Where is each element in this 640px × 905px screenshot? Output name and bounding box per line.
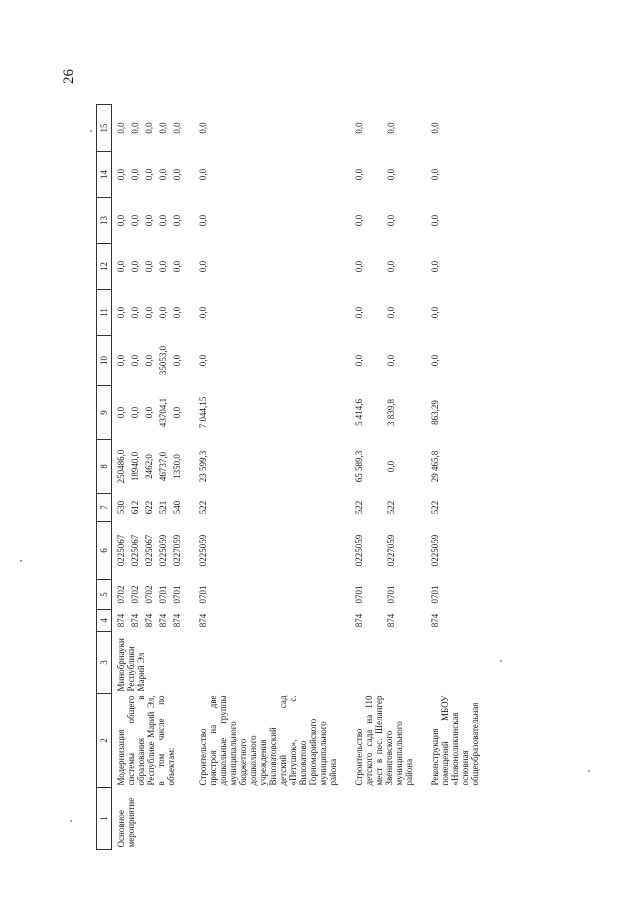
cell-c7: 612 — [130, 500, 140, 515]
cell-c12: 0,0 — [354, 260, 364, 273]
cell-c3: Минобрнауки Республики Марий Эл — [116, 638, 146, 692]
cell-c2: Строительство пристроя на две дошкольные группы муниципального бюджетного дошкольного учреждения Виловатовский детский сад «Петушок», с. Виловатово Горномарийского муниципального района — [198, 695, 338, 786]
cell-c1 — [428, 788, 482, 850]
cell-c1 — [196, 788, 340, 850]
cell-c11: 0,0 — [130, 306, 140, 319]
row-gap — [340, 105, 352, 850]
col-header-15: 15 — [97, 105, 112, 152]
cell-c6: 0225059 — [158, 534, 168, 567]
cell-c3 — [352, 632, 416, 694]
cell-c7: 522 — [386, 500, 396, 515]
col-header-12: 12 — [97, 244, 112, 290]
cell-c10: 0,0 — [386, 354, 396, 367]
cell-c14: 0,0 — [386, 168, 396, 181]
cell-c6: 0227059 — [172, 534, 182, 567]
header-row — [97, 105, 112, 850]
cell-c10: 0,0 — [198, 354, 208, 367]
cell-c8: 46737,0 — [158, 451, 168, 482]
cell-c7: 622 — [144, 500, 154, 515]
cell-c1 — [352, 788, 416, 850]
cell-c8: 65 589,3 — [354, 450, 364, 483]
cell-c8: 18940,0 — [130, 451, 140, 482]
cell-c12: 0,0 — [144, 260, 154, 273]
page-number: 26 — [61, 69, 77, 84]
table-row — [352, 105, 384, 850]
col-header-2: 2 — [97, 694, 112, 788]
cell-c2: Модернизация системы общего образования в Республике Марий Эл, в том числе по объектам: — [116, 695, 176, 786]
cell-c7: 521 — [158, 500, 168, 515]
col-header-3: 3 — [97, 632, 112, 694]
cell-c11: 0,0 — [386, 306, 396, 319]
col-header-10: 10 — [97, 336, 112, 386]
cell-c9: 0,0 — [144, 406, 154, 419]
cell-c14: 0,0 — [430, 168, 440, 181]
cell-c7: 540 — [172, 500, 182, 515]
table-body — [112, 105, 483, 850]
cell-c11: 0,0 — [116, 306, 126, 319]
cell-c6: 0225059 — [198, 534, 208, 567]
cell-c15: 0,0 — [198, 122, 208, 134]
cell-c12: 0,0 — [430, 260, 440, 273]
cell-c8: 250486,0 — [116, 449, 126, 484]
cell-c15: 0,0 — [172, 122, 182, 134]
cell-c2: Реконструкция помещений МБОУ «Новоноликинская основная общеобразовательная — [430, 695, 480, 786]
cell-c4: 874 — [198, 613, 208, 628]
cell-c11: 0,0 — [354, 306, 364, 319]
cell-c9: 0,0 — [116, 406, 126, 419]
cell-c5: 0701 — [198, 585, 208, 604]
cell-c5: 0701 — [430, 585, 440, 604]
cell-c14: 0,0 — [198, 168, 208, 181]
cell-c5: 0702 — [130, 585, 140, 604]
cell-c7: 522 — [198, 500, 208, 515]
cell-c7: 530 — [116, 500, 126, 515]
cell-c9: 7 044,15 — [198, 396, 208, 429]
cell-c14: 0,0 — [158, 168, 168, 181]
cell-c10: 35053,0 — [158, 345, 168, 376]
col-header-14: 14 — [97, 152, 112, 198]
cell-c13: 0,0 — [198, 214, 208, 227]
col-header-7: 7 — [97, 494, 112, 522]
cell-c13: 0,0 — [354, 214, 364, 227]
cell-c11: 0,0 — [144, 306, 154, 319]
cell-c8: 0,0 — [386, 460, 396, 473]
cell-c1: Основное мероприятие — [116, 797, 136, 848]
scan-speck — [20, 560, 22, 562]
col-header-6: 6 — [97, 522, 112, 580]
table-row — [428, 105, 482, 850]
cell-c9: 0,0 — [172, 406, 182, 419]
cell-c5: 0701 — [386, 585, 396, 604]
scan-speck — [500, 660, 502, 662]
cell-c7: 522 — [430, 500, 440, 515]
cell-c10: 0,0 — [130, 354, 140, 367]
cell-c6: 0225067 — [130, 534, 140, 567]
cell-c6: 0225067 — [116, 534, 126, 567]
cell-c14: 0,0 — [130, 168, 140, 181]
col-header-11: 11 — [97, 290, 112, 336]
cell-c4: 874 — [158, 613, 168, 628]
cell-c13: 0,0 — [158, 214, 168, 227]
row-gap — [416, 105, 428, 850]
budget-table — [96, 104, 482, 850]
gap-cell — [340, 105, 352, 850]
cell-c12: 0,0 — [198, 260, 208, 273]
cell-c10: 0,0 — [172, 354, 182, 367]
gap-cell — [416, 105, 428, 850]
cell-c5: 0702 — [116, 585, 126, 604]
cell-c4: 874 — [430, 613, 440, 628]
cell-c13: 0,0 — [116, 214, 126, 227]
table-header — [97, 105, 112, 850]
cell-c10: 0,0 — [430, 354, 440, 367]
cell-c5: 0701 — [172, 585, 182, 604]
cell-c12: 0,0 — [158, 260, 168, 273]
scan-speck — [588, 770, 590, 772]
cell-c15: 0,0 — [430, 122, 440, 134]
cell-c11: 0,0 — [198, 306, 208, 319]
cell-c15: 0,0 — [144, 122, 154, 134]
cell-c9: 43704,1 — [158, 397, 168, 428]
col-header-13: 13 — [97, 198, 112, 244]
cell-c4: 874 — [386, 613, 396, 628]
cell-c4: 874 — [116, 613, 126, 628]
cell-c9: 0,0 — [130, 406, 140, 419]
cell-c4: 874 — [354, 613, 364, 628]
cell-c3 — [428, 632, 482, 694]
cell-c3 — [196, 632, 340, 694]
cell-c15: 0,0 — [386, 122, 396, 134]
col-header-5: 5 — [97, 580, 112, 610]
cell-c10: 0,0 — [116, 354, 126, 367]
cell-c6: 0225059 — [430, 534, 440, 567]
cell-c12: 0,0 — [386, 260, 396, 273]
cell-c13: 0,0 — [172, 214, 182, 227]
cell-c11: 0,0 — [430, 306, 440, 319]
cell-c9: 3 839,8 — [386, 399, 396, 426]
cell-c10: 0,0 — [144, 354, 154, 367]
cell-c14: 0,0 — [116, 168, 126, 181]
table-row — [196, 105, 340, 850]
cell-c12: 0,0 — [116, 260, 126, 273]
row-gap — [184, 105, 196, 850]
scan-speck — [70, 820, 72, 822]
col-header-8: 8 — [97, 440, 112, 494]
cell-c5: 0701 — [158, 585, 168, 604]
cell-c14: 0,0 — [172, 168, 182, 181]
gap-cell — [184, 105, 196, 850]
cell-c7: 522 — [354, 500, 364, 515]
col-header-1: 1 — [97, 788, 112, 850]
cell-c2: Строительство детского сада на 110 мест в пос. Шелангер Звениговского муниципального района — [354, 695, 414, 786]
budget-table-sheet — [96, 105, 526, 850]
cell-c6: 0225059 — [354, 534, 364, 567]
cell-c15: 0,0 — [130, 122, 140, 134]
cell-c10: 0,0 — [354, 354, 364, 367]
cell-c5: 0702 — [144, 585, 154, 604]
scan-speck — [90, 130, 92, 132]
cell-c13: 0,0 — [386, 214, 396, 227]
cell-c12: 0,0 — [172, 260, 182, 273]
cell-c15: 0,0 — [354, 122, 364, 134]
cell-c4: 874 — [144, 613, 154, 628]
cell-c5: 0701 — [354, 585, 364, 604]
cell-c4: 874 — [172, 613, 182, 628]
cell-c13: 0,0 — [430, 214, 440, 227]
cell-c6: 0227059 — [386, 534, 396, 567]
cell-c15: 0,0 — [158, 122, 168, 134]
cell-c11: 0,0 — [172, 306, 182, 319]
cell-c9: 5 414,6 — [354, 399, 364, 426]
cell-c14: 0,0 — [354, 168, 364, 181]
cell-c6: 0225067 — [144, 534, 154, 567]
cell-c8: 29 465,8 — [430, 450, 440, 483]
cell-c8: 2462,0 — [144, 454, 154, 479]
cell-c14: 0,0 — [144, 168, 154, 181]
cell-c4: 874 — [130, 613, 140, 628]
cell-c8: 1350,0 — [172, 454, 182, 479]
col-header-9: 9 — [97, 386, 112, 440]
cell-c13: 0,0 — [130, 214, 140, 227]
cell-c8: 23 599,3 — [198, 450, 208, 483]
cell-c9: 863,29 — [430, 400, 440, 425]
cell-c12: 0,0 — [130, 260, 140, 273]
cell-c11: 0,0 — [158, 306, 168, 319]
col-header-4: 4 — [97, 610, 112, 632]
cell-c13: 0,0 — [144, 214, 154, 227]
table-row — [114, 105, 128, 850]
cell-c15: 0,0 — [116, 122, 126, 134]
